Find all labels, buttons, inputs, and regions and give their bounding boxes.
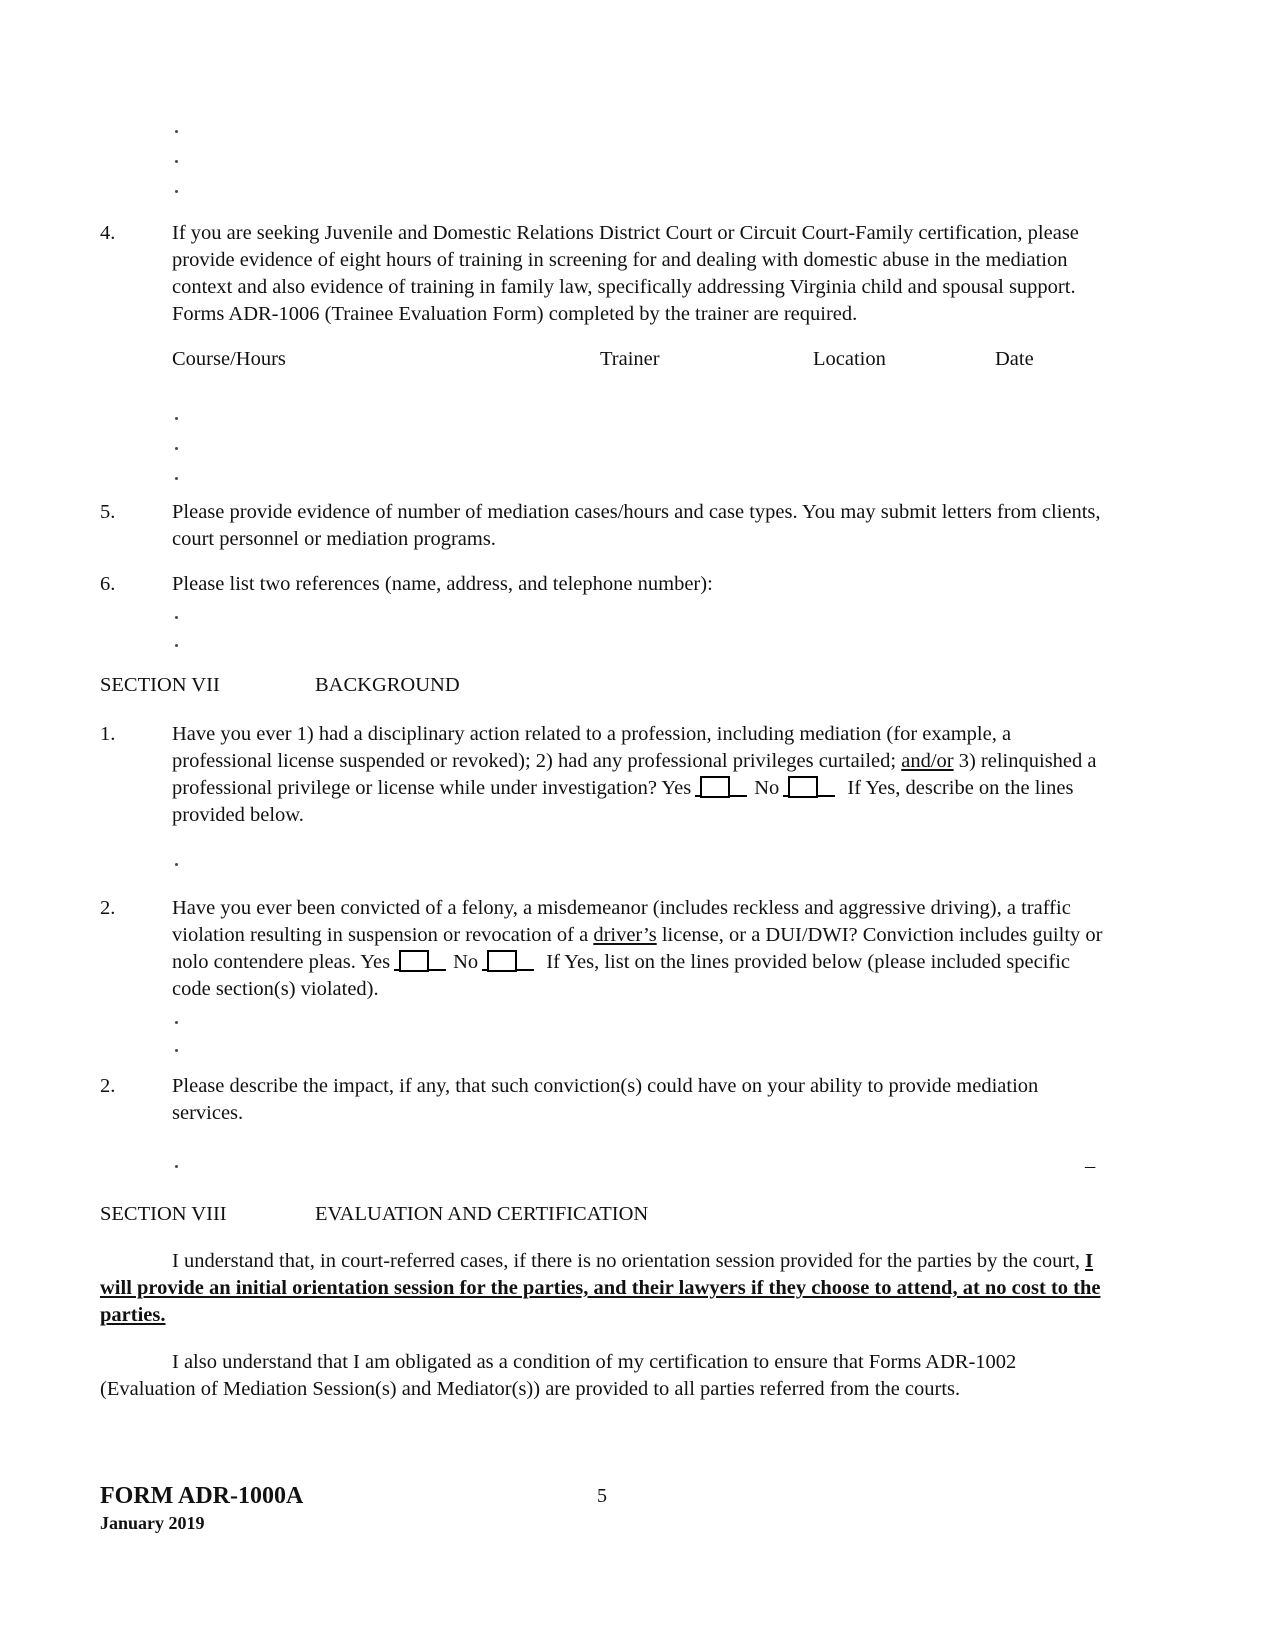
yes-checkbox[interactable] [394,949,446,971]
faint-dot-artifact [175,616,178,619]
faint-dot-artifact [175,417,178,420]
faint-dot-artifact [175,1021,178,1024]
item-text: Please describe the impact, if any, that such conviction(s) could have on your ability to provide mediation services. [172,1075,1039,1124]
checkbox-icon[interactable] [700,776,730,798]
item-text: If you are seeking Juvenile and Domestic Relations District Court or Circuit Court-Family certification, please provide evidence of eight hours of training in screening for and dealing with domestic abuse in the mediation context and also evidence of training in family law, specifically addressing Virginia child and spousal support. Forms ADR-1006 (Trainee Evaluation Form) completed by the trainer are required. [172,222,1079,325]
blank-line [100,1041,1110,1069]
blank-line [100,855,1110,883]
form-date: January 2019 [100,1513,205,1533]
certification-paragraph-1: I understand that, in court-referred cases, if there is no orientation session provided for the parties by the court, I will provide an initial orientation session for the parties, and their lawyers if they choose to attend, at no cost to the parties. [100,1250,1101,1326]
training-table-header [100,346,1110,373]
blank-line [100,636,1110,664]
question-text-after: If Yes, list on the lines provided below (please included specific code section(s) violated). [172,951,1071,1000]
checkbox-icon[interactable] [788,776,818,798]
background-question-impact [100,1073,1110,1127]
item-6 [100,571,1110,598]
item-number: 2. [100,1075,116,1097]
no-checkbox[interactable] [783,775,835,797]
faint-dot-artifact [175,644,178,647]
question-text: Have you ever 1) had a disciplinary action related to a profession, including mediation (for example, a professional license suspended or revoked); 2) had any professional privileges curtailed; and/or 3) relinquished a professional privilege or license while under investigation? Yes [172,723,1097,799]
page-footer [100,1481,1110,1535]
faint-dot-artifact [175,477,178,480]
no-label: No [754,777,780,799]
item-number: 4. [100,222,116,244]
section-vii-heading [100,672,1110,699]
column-header-date: Date [995,348,1034,370]
item-number: 5. [100,501,116,523]
column-header-location: Location [813,348,886,370]
item-text [172,895,1110,1003]
item-text: Please provide evidence of number of mediation cases/hours and case types. You may submit letters from clients, court personnel or mediation programs. [172,501,1101,550]
faint-dot-artifact [175,1165,178,1168]
faint-dot-artifact [175,160,178,163]
faint-dot-artifact [175,130,178,133]
blank-line [100,1013,1110,1041]
blank-line [100,608,1110,636]
stray-dash-artifact: – [1085,1155,1096,1177]
blank-line [100,122,1110,152]
faint-dot-artifact [175,1049,178,1052]
section-label: SECTION VII [100,674,220,696]
faint-dot-artifact [175,190,178,193]
section-title: BACKGROUND [315,674,460,696]
item-text [172,721,1110,829]
faint-dot-artifact [175,863,178,866]
item-number: 2. [100,897,116,919]
column-header-trainer: Trainer [600,348,660,370]
no-label: No [453,951,479,973]
item-text: Please list two references (name, address, and telephone number): [172,573,713,595]
blank-line [100,469,1110,499]
item-4 [100,220,1110,328]
blank-line [100,439,1110,469]
checkbox-icon[interactable] [487,950,517,972]
blank-line [100,182,1110,212]
section-label: SECTION VIII [100,1203,227,1225]
faint-dot-artifact [175,447,178,450]
blank-line [100,152,1110,182]
item-5 [100,499,1110,553]
checkbox-icon[interactable] [399,950,429,972]
item-number: 6. [100,573,116,595]
background-question-2 [100,895,1110,1003]
section-title: EVALUATION AND CERTIFICATION [315,1203,649,1225]
page-number: 5 [597,1485,607,1507]
blank-line [100,1157,1110,1187]
blank-line [100,409,1110,439]
form-number: FORM ADR-1000A [100,1483,304,1509]
question-text-after: If Yes, describe on the lines provided below. [172,777,1074,826]
column-header-course-hours: Course/Hours [172,348,286,370]
section-viii-heading [100,1201,1110,1228]
certification-paragraph-2: I also understand that I am obligated as a condition of my certification to ensure that Forms ADR-1002 (Evaluation of Mediation Session(s) and Mediator(s)) are provided to all parties referred from the courts. [100,1351,1017,1400]
no-checkbox[interactable] [482,949,534,971]
background-question-1 [100,721,1110,829]
question-text: Have you ever been convicted of a felony, a misdemeanor (includes reckless and aggressive driving), a traffic violation resulting in suspension or revocation of a driver’s license, or a DUI/DWI? Conviction includes guilty or nolo contendere pleas. Yes [172,897,1103,973]
yes-checkbox[interactable] [695,775,747,797]
item-number: 1. [100,723,116,745]
